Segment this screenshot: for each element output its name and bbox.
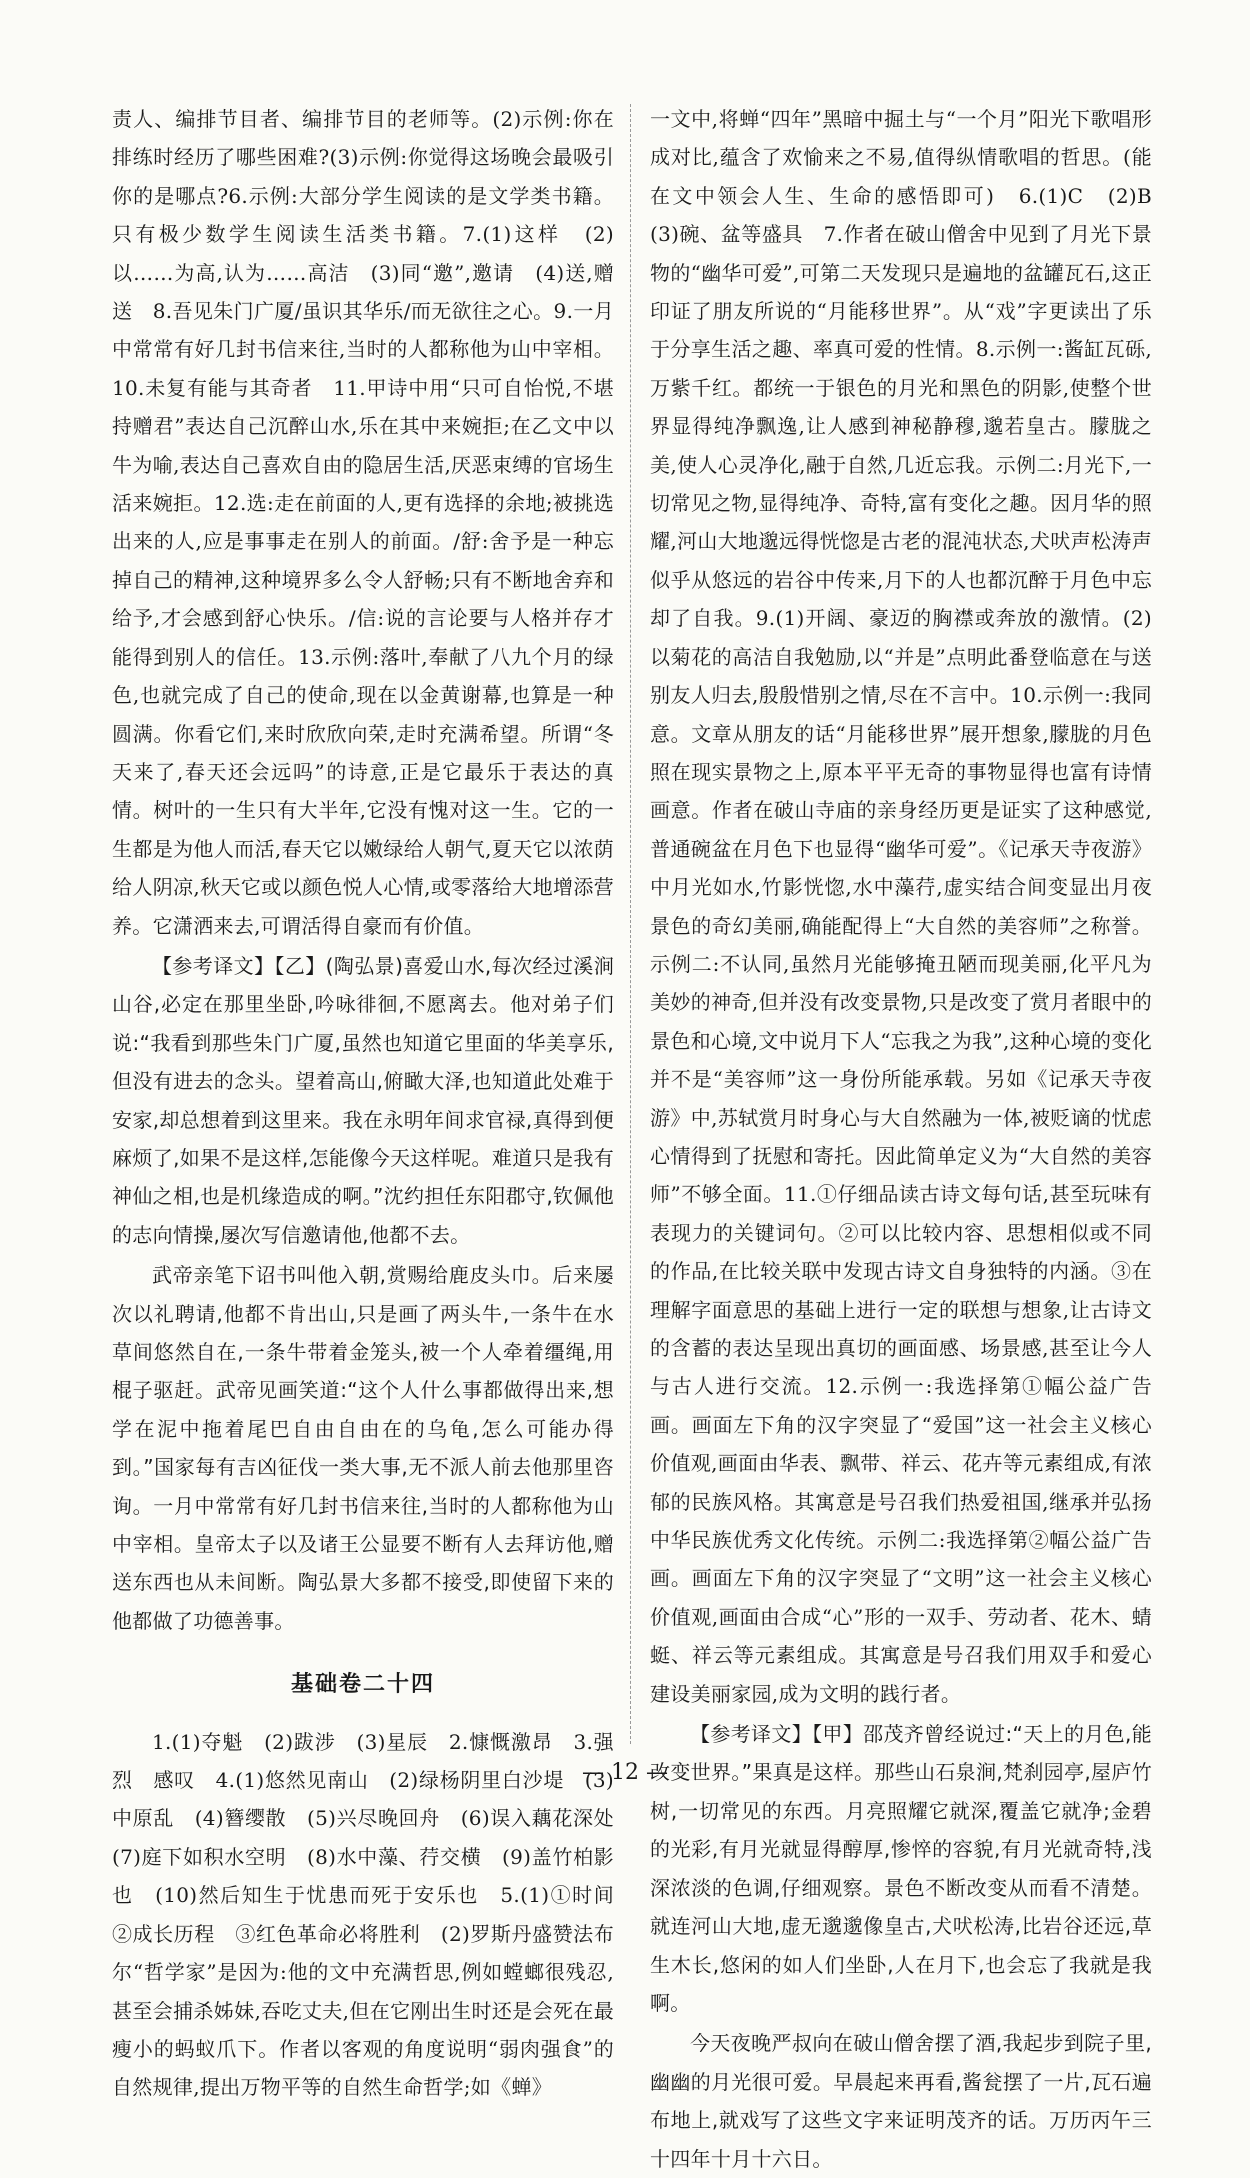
section-title: 基础卷二十四: [290, 1672, 435, 1698]
page-number: — 12 —: [582, 1760, 668, 1785]
answer-text-block-24: 1.(1)夺魁 (2)跋涉 (3)星辰 2.慷慨激昂 3.强烈 感叹 4.(1)悠然见南山 (2)绿杨阴里白沙堤 (3)中原乱 (4)簪缨散 (5)兴尽晚回舟 (6)误入藕花深处 (7)庭下如积水空明 (8)水中藻、荇交横 (9)盖竹柏影也 (10)然后知生于忧患而死于安乐也 5.(1)①时间 ②成长历程 ③红色革命必将胜利 (2)罗斯丹盛赞法布尔“哲学家”是因为:他的文中充满哲思,例如螳螂很残忍,甚至会捕杀姊妹,吞吃丈夫,但在它刚出生时还是会死在最瘦小的蚂蚁爪下。作者以客观的角度说明“弱肉强食”的自然规律,提出万物平等的自然生命哲学;如《蝉》: [112, 1729, 635, 2100]
answer-text-block: 责人、编排节目者、编排节目的老师等。(2)示例:你在排练时经历了哪些困难?(3)示例:你觉得这场晚会最吸引你的是哪点?6.示例:大部分学生阅读的是文学类书籍。只有极少数学生阅读生活类书籍。7.(1)这样 (2)以……为高,认为……高洁 (3)同“邀”,邀请 (4)送,赠送 8.吾见朱门广厦/虽识其华乐/而无欲往之心。9.一月中常常有好几封书信来往,当时的人都称他为山中宰相。10.未复有能与其奇者 11.甲诗中用“只可自怡悦,不堪持赠君”表达自己沉醉山水,乐在其中来婉拒;在乙文中以牛为喻,表达自己喜欢自由的隐居生活,厌恶束缚的官场生活来婉拒。12.选:走在前面的人,更有选择的余地;被挑选出来的人,应是事事走在别人的前面。/舒:舍予是一种忘掉自己的精神,这种境界多么令人舒畅;只有不断地舍弃和给予,才会感到舒心快乐。/信:说的言论要与人格并存才能得到别人的信任。13.示例:落叶,奉献了八九个月的绿色,也就完成了自己的使命,现在以金黄谢幕,也算是一种圆满。你看它们,来时欣欣向荣,走时充满希望。所谓“冬天来了,春天还会远吗”的诗意,正是它最乐于表达的真情。树叶的一生只有大半年,它没有愧对这一生。它的一生都是为他人而活,春天它以嫩绿给人朝气,夏天它以浓荫给人阴凉,秋天它或以颜色悦人心情,或零落给大地增添营养。它潇洒来去,可谓活得自豪而有价值。: [112, 107, 614, 938]
column-divider: [630, 104, 631, 1744]
right-column: [650, 100, 1173, 2178]
reference-translation-jia-continued: 今天夜晚严叔向在破山僧舍摆了酒,我起步到院子里,幽幽的月光很可爱。早晨起来再看,酱瓮摆了一片,瓦石遍布地上,就戏写了这些文字来证明茂齐的话。万历丙午三十四年十月十六日。: [650, 2031, 1152, 2171]
reference-translation-jia: 【参考译文】【甲】邵茂齐曾经说过:“天上的月色,能改变世界。”果真是这样。那些山石泉涧,梵刹园亭,屋庐竹树,一切常见的东西。月亮照耀它就深,覆盖它就净;金碧的光彩,有月光就显得醇厚,惨悴的容貌,有月光就奇特,浅深浓淡的色调,仔细观察。景色不断改变从而看不清楚。就连河山大地,虚无邈邈像皇古,犬吠松涛,比岩谷还远,草生木长,悠闲的如人们坐卧,人在月下,也会忘了我就是我啊。: [650, 1722, 1152, 2015]
reference-translation-yi: 【参考译文】【乙】(陶弘景)喜爱山水,每次经过溪涧山谷,必定在那里坐卧,吟咏徘徊,不愿离去。他对弟子们说:“我看到那些朱门广厦,虽然也知道它里面的华美享乐,但没有进去的念头。望着高山,俯瞰大泽,也知道此处难于安家,却总想着到这里来。我在永明年间求官禄,真得到便麻烦了,如果不是这样,怎能像今天这样呢。难道只是我有神仙之相,也是机缘造成的啊。”沈约担任东阳郡守,钦佩他的志向情操,屡次写信邀请他,他都不去。: [112, 953, 614, 1247]
left-column: [112, 100, 635, 2107]
answer-text-block-continued: 一文中,将蝉“四年”黑暗中掘土与“一个月”阳光下歌唱形成对比,蕴含了欢愉来之不易,值得纵情歌唱的哲思。(能在文中领会人生、生命的感悟即可) 6.(1)C (2)B (3)碗、盆等盛具 7.作者在破山僧舍中见到了月光下景物的“幽华可爱”,可第二天发现只是遍地的盆罐瓦石,这正印证了朋友所说的“月能移世界”。从“戏”字更读出了乐于分享生活之趣、率真可爱的性情。8.示例一:酱缸瓦砾,万紫千红。都统一于银色的月光和黑色的阴影,使整个世界显得纯净飘逸,让人感到神秘静穆,邈若皇古。朦胧之美,使人心灵净化,融于自然,几近忘我。示例二:月光下,一切常见之物,显得纯净、奇特,富有变化之趣。因月华的照耀,河山大地邈远得恍惚是古老的混沌状态,犬吠声松涛声似乎从悠远的岩谷中传来,月下的人也都沉醉于月色中忘却了自我。9.(1)开阔、豪迈的胸襟或奔放的激情。(2)以菊花的高洁自我勉励,以“并是”点明此番登临意在与送别友人归去,殷殷惜别之情,尽在不言中。10.示例一:我同意。文章从朋友的话“月能移世界”展开想象,朦胧的月色照在现实景物之上,原本平平无奇的事物显得也富有诗情画意。作者在破山寺庙的亲身经历更是证实了这种感觉,普通碗盆在月色下也显得“幽华可爱”。《记承天寺夜游》中月光如水,竹影恍惚,水中藻荇,虚实结合间变显出月夜景色的奇幻美丽,确能配得上“大自然的美容师”之称誉。示例二:不认同,虽然月光能够掩丑陋而现美丽,化平凡为美妙的神奇,但并没有改变景物,只是改变了赏月者眼中的景色和心境,文中说月下人“忘我之为我”,这种心境的变化并不是“美容师”这一身份所能承载。另如《记承天寺夜游》中,苏轼赏月时身心与大自然融为一体,被贬谪的忧虑心情得到了抚慰和寄托。因此简单定义为“大自然的美容师”不够全面。11.①仔细品读古诗文每句话,甚至玩味有表现力的关键词句。②可以比较内容、思想相似或不同的作品,在比较关联中发现古诗文自身独特的内涵。③在理解字面意思的基础上进行一定的联想与想象,让古诗文的含蓄的表达呈现出真切的画面感、场景感,甚至让今人与古人进行交流。12.示例一:我选择第①幅公益广告画。画面左下角的汉字突显了“爱国”这一社会主义核心价值观,画面由华表、飘带、祥云、花卉等元素组成,有浓郁的民族风格。其寓意是号召我们热爱祖国,继承并弘扬中华民族优秀文化传统。示例二:我选择第②幅公益广告画。画面左下角的汉字突显了“文明”这一社会主义核心价值观,画面由合成“心”形的一双手、劳动者、花木、蜻蜓、祥云等元素组成。其寓意是号召我们用双手和爱心建设美丽家园,成为文明的践行者。: [650, 107, 1173, 1706]
reference-translation-yi-continued: 武帝亲笔下诏书叫他入朝,赏赐给鹿皮头巾。后来屡次以礼聘请,他都不肯出山,只是画了两头牛,一条牛在水草间悠然自在,一条牛带着金笼头,被一个人牵着缰绳,用棍子驱赶。武帝见画笑道:“这个人什么事都做得出来,想学在泥中拖着尾巴自由自由在的乌龟,怎么可能办得到。”国家每有吉凶征伐一类大事,无不派人前去他那里咨询。一月中常常有好几封书信来往,当时的人都称他为山中宰相。皇帝太子以及诸王公显要不断有人去拜访他,赠送东西也从未间断。陶弘景大多都不接受,即使留下来的他都做了功德善事。: [112, 1263, 614, 1633]
